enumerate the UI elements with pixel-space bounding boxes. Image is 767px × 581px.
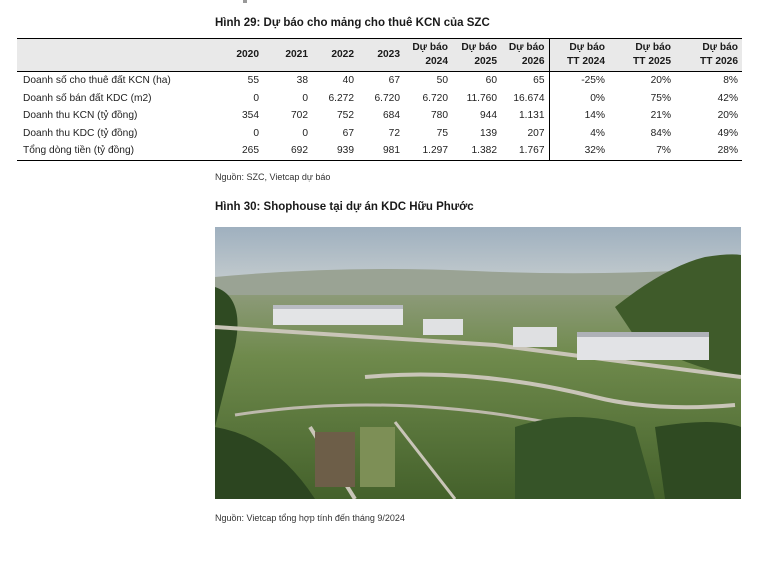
figure-29-title: Hình 29: Dự báo cho mảng cho thuê KCN của SZC [215, 17, 490, 29]
cell: 6.272 [328, 92, 354, 104]
cell: 0 [302, 127, 308, 139]
cell: 7% [609, 142, 675, 160]
cell: 72 [388, 127, 400, 139]
cell: 49% [717, 127, 738, 139]
cell: 692 [263, 142, 312, 160]
cell: 67 [342, 127, 354, 139]
cell: 981 [358, 142, 404, 160]
cell: 32% [549, 142, 609, 160]
col-header: Dự báo TT 2026 [675, 39, 742, 72]
cell: 11.760 [466, 92, 497, 104]
cell: 354 [242, 110, 259, 122]
row-label: Doanh số bán đất KDC (m2) [23, 92, 152, 104]
col-header: Dự báo 2024 [404, 39, 452, 72]
cell: 75 [436, 127, 448, 139]
cell: 55 [247, 75, 259, 87]
cell: 1.382 [452, 142, 501, 160]
cell: 0 [253, 92, 259, 104]
cell: 702 [291, 110, 308, 122]
field-plot [315, 432, 355, 487]
top-edge-mark [243, 0, 247, 3]
cell: 40 [342, 75, 354, 87]
cell: 1.767 [501, 142, 549, 160]
table-header-row [17, 39, 742, 72]
field-plot [360, 427, 395, 487]
cell: 65 [533, 75, 545, 87]
col-header: 2023 [358, 39, 404, 72]
cell: 780 [431, 110, 448, 122]
shophouse-block [513, 327, 557, 347]
cell: 21% [650, 110, 671, 122]
cell: 75% [650, 92, 671, 104]
cell: 60 [485, 75, 497, 87]
forecast-table [17, 38, 742, 161]
figure-29-source: Nguồn: SZC, Vietcap dự báo [215, 172, 331, 182]
tree-cluster [655, 422, 741, 499]
cell: 207 [527, 127, 545, 139]
col-header: Dự báo 2025 [452, 39, 501, 72]
table-row [17, 72, 742, 90]
figure-30-source: Nguồn: Vietcap tổng hợp tính đến tháng 9/2024 [215, 513, 405, 523]
cell: 28% [675, 142, 742, 160]
row-label: Doanh thu KCN (tỷ đồng) [23, 110, 138, 122]
cell: 4% [549, 125, 609, 143]
cell: 0% [549, 90, 609, 108]
shophouse-block [577, 332, 709, 337]
tree-cluster [515, 417, 655, 499]
cell: 6.720 [422, 92, 448, 104]
cell: 8% [723, 75, 738, 87]
cell: 752 [337, 110, 354, 122]
cell: 50 [436, 75, 448, 87]
row-label: Doanh số cho thuê đất KCN (ha) [23, 75, 171, 87]
col-header: Dự báo TT 2025 [609, 39, 675, 72]
cell: 84% [650, 127, 671, 139]
table-row [17, 125, 742, 143]
cell: 1.297 [404, 142, 452, 160]
shophouse-block [423, 319, 463, 335]
col-header: 2020 [217, 39, 263, 72]
cell: 939 [312, 142, 358, 160]
cell: 20% [717, 110, 738, 122]
cell: 265 [217, 142, 263, 160]
cell: 0 [302, 92, 308, 104]
cell: 20% [650, 75, 671, 87]
cell: 14% [549, 107, 609, 125]
cell: 944 [480, 110, 497, 122]
table-row [17, 90, 742, 108]
header-blank [17, 39, 217, 72]
figure-30-title: Hình 30: Shophouse tại dự án KDC Hữu Phước [215, 201, 474, 213]
shophouse-block [273, 305, 403, 309]
cell: 1.131 [519, 110, 545, 122]
col-header: Dự báo 2026 [501, 39, 549, 72]
cell: 684 [383, 110, 400, 122]
aerial-photo [215, 227, 741, 499]
cell: -25% [549, 72, 609, 90]
col-header: 2022 [312, 39, 358, 72]
cell: 38 [296, 75, 308, 87]
cell: 42% [717, 92, 738, 104]
cell: 139 [480, 127, 497, 139]
cell: 0 [253, 127, 259, 139]
col-header: Dự báo TT 2024 [549, 39, 609, 72]
cell: 16.674 [513, 92, 545, 104]
row-label: Tổng dòng tiền (tỷ đồng) [17, 142, 217, 160]
cell: 6.720 [374, 92, 400, 104]
row-label: Doanh thu KDC (tỷ đồng) [23, 127, 138, 139]
table-row [17, 142, 742, 160]
cell: 67 [388, 75, 400, 87]
col-header: 2021 [263, 39, 312, 72]
table-row [17, 107, 742, 125]
